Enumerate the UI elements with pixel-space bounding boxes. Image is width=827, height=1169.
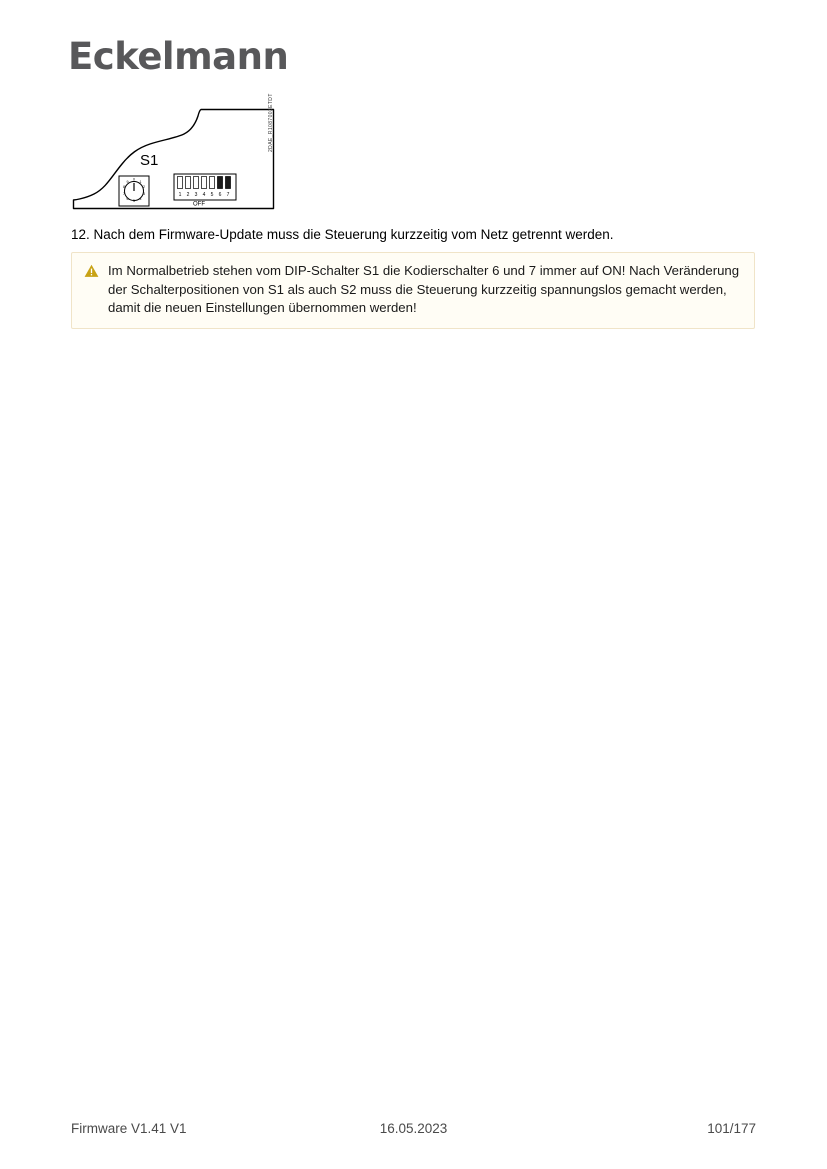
warning-note bbox=[71, 252, 755, 329]
svg-text:0: 0 bbox=[133, 177, 135, 182]
svg-text:6: 6 bbox=[218, 192, 222, 198]
warning-triangle-icon bbox=[84, 264, 100, 278]
svg-text:3: 3 bbox=[194, 192, 198, 198]
svg-text:OFF: OFF bbox=[193, 201, 205, 208]
figure-side-code: 2DAE_R1087003ETDT bbox=[268, 93, 274, 152]
svg-text:5: 5 bbox=[210, 192, 214, 198]
svg-text:3: 3 bbox=[143, 192, 145, 196]
svg-text:9: 9 bbox=[126, 180, 129, 184]
svg-text:4: 4 bbox=[139, 197, 142, 201]
figure-controller-switches bbox=[72, 108, 297, 218]
footer-center: 16.05.2023 bbox=[379, 1121, 448, 1136]
footer-left: Firmware V1.41 V1 bbox=[71, 1121, 187, 1136]
svg-text:7: 7 bbox=[123, 192, 125, 196]
svg-text:4: 4 bbox=[202, 192, 206, 198]
svg-text:2: 2 bbox=[143, 185, 145, 189]
page-footer bbox=[0, 1121, 827, 1145]
rotary-coding-switch bbox=[119, 176, 149, 206]
footer-right: 101/177 bbox=[707, 1121, 756, 1136]
svg-text:7: 7 bbox=[226, 192, 230, 198]
svg-text:6: 6 bbox=[126, 197, 129, 201]
svg-text:2: 2 bbox=[186, 192, 190, 198]
step-paragraph: 12. Nach dem Firmware-Update muss die Steuerung kurzzeitig vom Netz getrennt werden. bbox=[71, 227, 614, 242]
figure-switch-label: S1 bbox=[140, 152, 159, 169]
brand-logo: Eckelmann bbox=[68, 35, 289, 78]
svg-text:8: 8 bbox=[123, 185, 125, 189]
svg-text:1: 1 bbox=[178, 192, 182, 198]
svg-text:5: 5 bbox=[133, 199, 135, 203]
warning-note-text: Im Normalbetrieb stehen vom DIP-Schalter S1 die Kodierschalter 6 und 7 immer auf ON! Nach Veränderung der Schalterpositionen von S1 als auch S2 muss die Steuerung kurzzeitig spannungslos gemacht werden, damit die neuen Einstellungen übernommen werden! bbox=[108, 263, 740, 316]
svg-text:1: 1 bbox=[139, 180, 142, 184]
